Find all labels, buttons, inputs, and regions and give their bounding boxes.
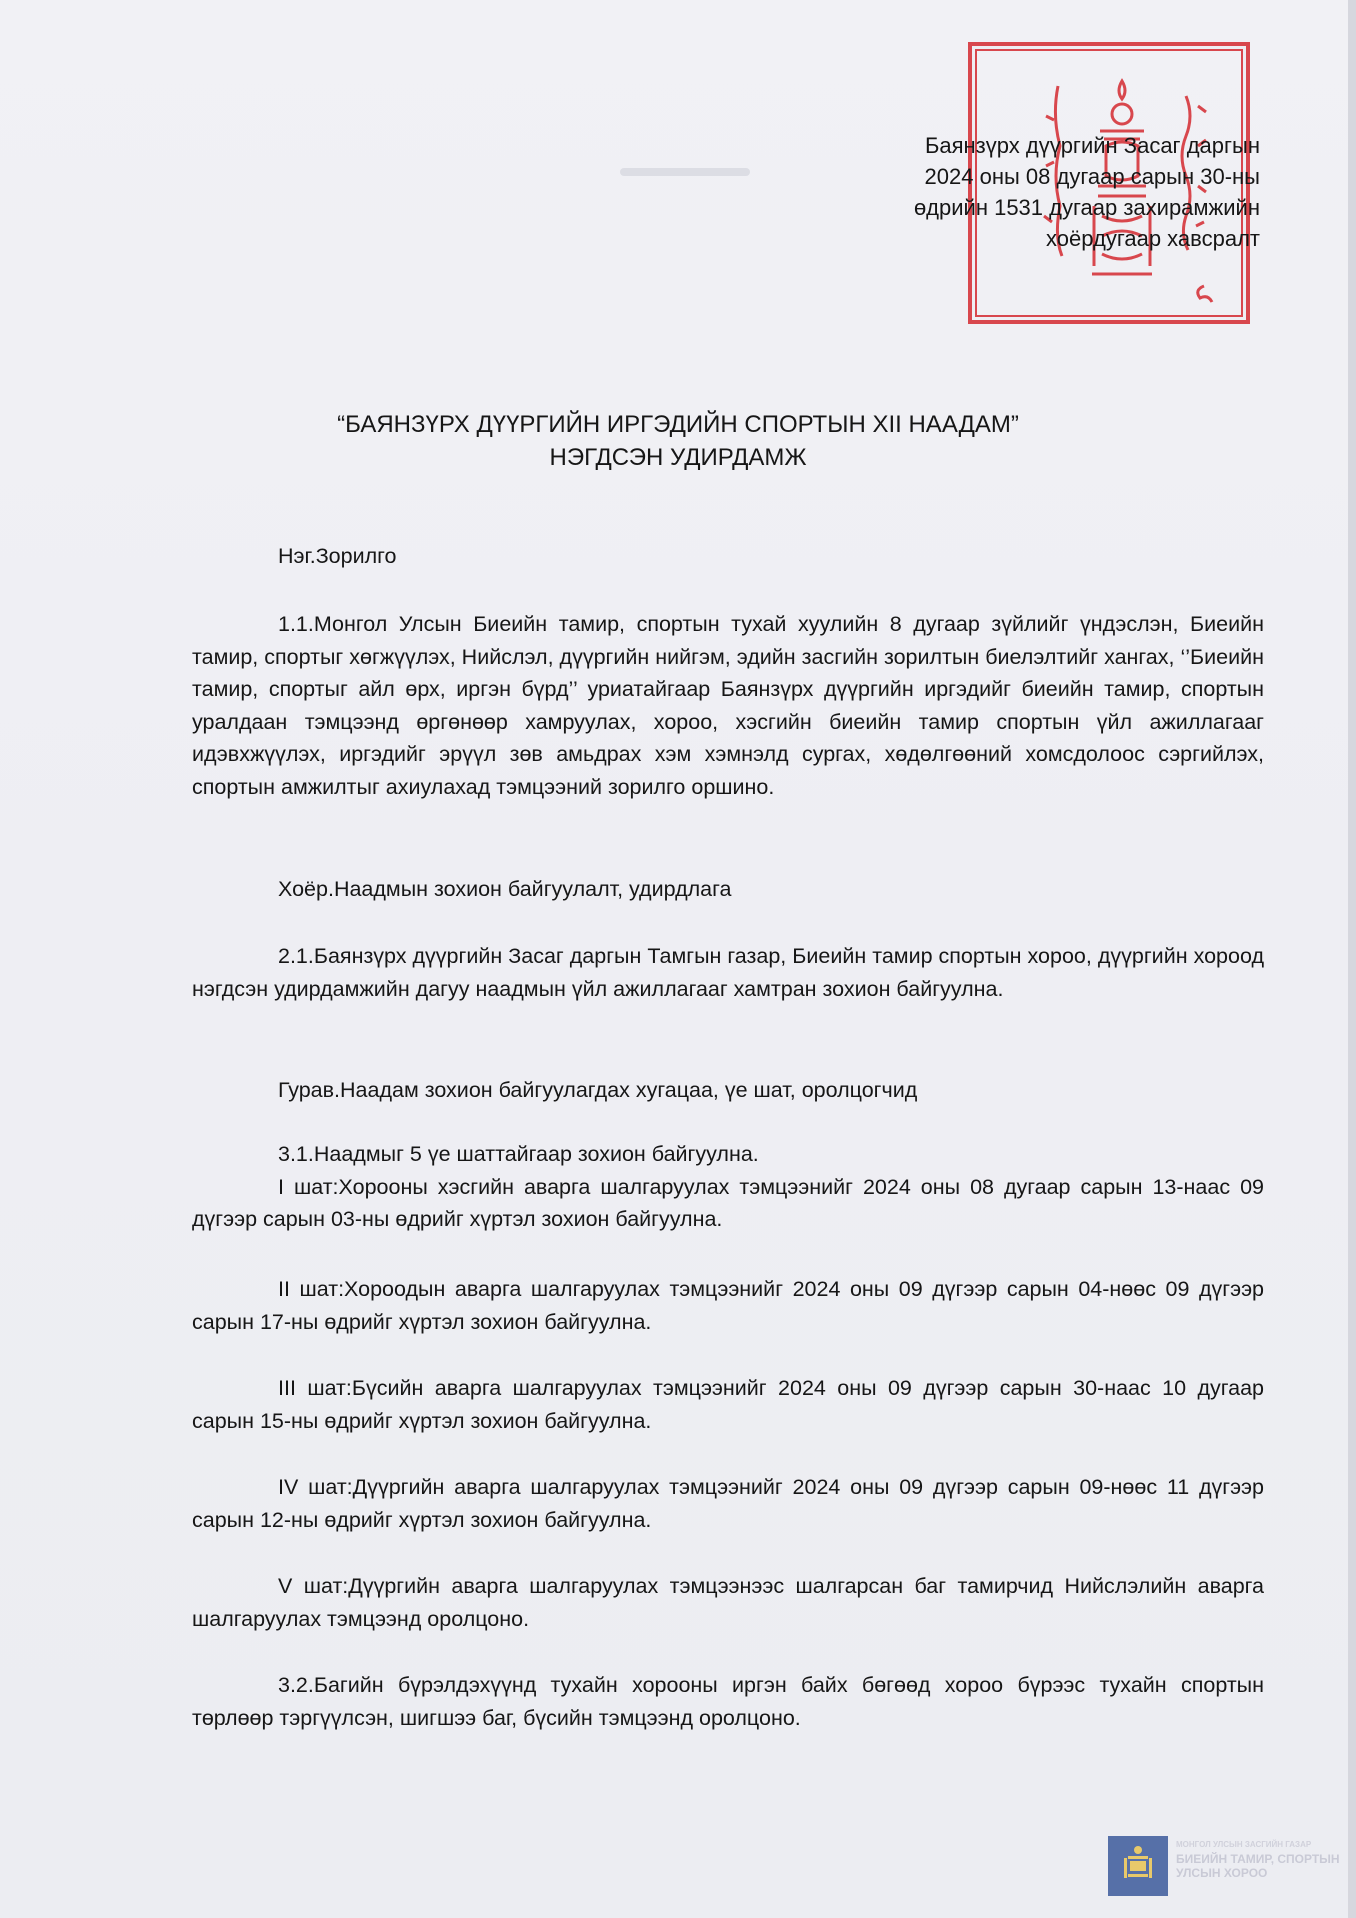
section-paragraph xyxy=(192,1669,1264,1734)
title-line: “БАЯНЗҮРХ ДҮҮРГИЙН ИРГЭДИЙН СПОРТЫН XII НААДАМ” xyxy=(337,411,1019,438)
section-paragraph xyxy=(192,608,1264,803)
stage-text: II шат:Хороодын аварга шалгаруулах тэмцээнийг 2024 оны 09 дүгээр сарын 04-нөөс 09 дүгээр сарын 17-ны өдрийг хүртэл зохион байгуулна. xyxy=(192,1277,1264,1334)
annex-header-line: өдрийн 1531 дугаар захирамжийн xyxy=(913,195,1260,220)
document-title xyxy=(0,408,1356,474)
stage-text: I шат:Хорооны хэсгийн аварга шалгаруулах тэмцээнийг 2024 оны 08 дугаар сарын 13-наас 09 дүгээр сарын 03-ны өдрийг хүртэл зохион байгуулна. xyxy=(192,1174,1264,1231)
section-heading: Гурав.Наадам зохион байгуулагдах хугацаа, үе шат, оролцогчид xyxy=(278,1078,918,1102)
paragraph-text: 3.1.Наадмыг 5 үе шаттайгаар зохион байгуулна. xyxy=(278,1142,759,1166)
section-paragraph xyxy=(192,1273,1264,1338)
paragraph-text: 1.1.Монгол Улсын Биеийн тамир, спортын тухай хуулийн 8 дугаар зүйлийг үндэслэн, Биеийн тамир, спортыг хөгжүүлэх, Нийслэл, дүүргийн нийгэм, эдийн засгийн зорилтын биелэлтийг хангах, ‘’Биеийн тамир, спортыг айл өрх, иргэн бүрд’’ уриатайгаар Баянзүрх дүүргийн иргэдийг биеийн тамир, спортын уралдаан тэмцээнд өргөнөөр хамруулах, хороо, хэсгийн биеийн тамир спортын үйл ажиллагааг идэвхжүүлэх, иргэдийг эрүүл зөв амьдрах хэм хэмнэлд сургах, хөдөлгөөний хомсдолоос сэргийлэх, спортын амжилтыг ахиулахад тэмцээний зорилго оршино. xyxy=(192,612,1264,799)
section-paragraph xyxy=(192,1138,1264,1236)
annex-header-line: хоёрдугаар хавсралт xyxy=(1046,226,1260,251)
annex-header-line: Баянзүрх дүүргийн Засаг даргын xyxy=(924,133,1260,158)
soyombo-icon xyxy=(1118,1844,1158,1888)
annex-header-line: 2024 оны 08 дугаар сарын 30-ны xyxy=(924,164,1260,189)
stage-text: IV шат:Дүүргийн аварга шалгаруулах тэмцээнийг 2024 оны 09 дүгээр сарын 09-нөөс 11 дүгээр сарын 12-ны өдрийг хүртэл зохион байгуулна. xyxy=(192,1475,1264,1532)
seal-caption: МОНГОЛ УЛСЫН ЗАСГИЙН ГАЗАР xyxy=(1176,1840,1312,1849)
section-paragraph xyxy=(192,1471,1264,1536)
logo-line: БИЕИЙН ТАМИР, СПОРТЫН xyxy=(1176,1852,1340,1866)
section-paragraph xyxy=(192,1570,1264,1635)
stage-text: V шат:Дүүргийн аварга шалгаруулах тэмцээнээс шалгарсан баг тамирчид Нийслэлийн аварга шалгаруулах тэмцээнд оролцоно. xyxy=(192,1574,1264,1631)
paragraph-text: 2.1.Баянзүрх дүүргийн Засаг даргын Тамгын газар, Биеийн тамир спортын хороо, дүүргийн хороод нэгдсэн удирдамжийн дагуу наадмын үйл ажиллагааг хамтран зохион байгуулна. xyxy=(192,944,1264,1001)
footer-logo-text xyxy=(1176,1838,1340,1880)
title-line: НЭГДСЭН УДИРДАМЖ xyxy=(549,444,807,471)
paragraph-text: 3.2.Багийн бүрэлдэхүүнд тухайн хорооны иргэн байх бөгөөд хороо бүрээс тухайн спортын төрлөөр тэргүүлсэн, шигшээ баг, бүсийн тэмцээнд оролцоно. xyxy=(192,1673,1264,1730)
section-heading: Нэг.Зорилго xyxy=(278,544,397,568)
section-heading: Хоёр.Наадмын зохион байгуулалт, удирдлага xyxy=(278,877,732,901)
section-paragraph xyxy=(192,1372,1264,1437)
section-paragraph xyxy=(192,940,1264,1005)
logo-line: УЛСЫН ХОРОО xyxy=(1176,1866,1268,1880)
annex-header xyxy=(914,130,1260,254)
faint-mark xyxy=(620,168,750,176)
government-logo-icon xyxy=(1108,1836,1168,1896)
stage-text: III шат:Бүсийн аварга шалгаруулах тэмцээнийг 2024 оны 09 дүгээр сарын 30-наас 10 дугаар сарын 15-ны өдрийг хүртэл зохион байгуулна. xyxy=(192,1376,1264,1433)
